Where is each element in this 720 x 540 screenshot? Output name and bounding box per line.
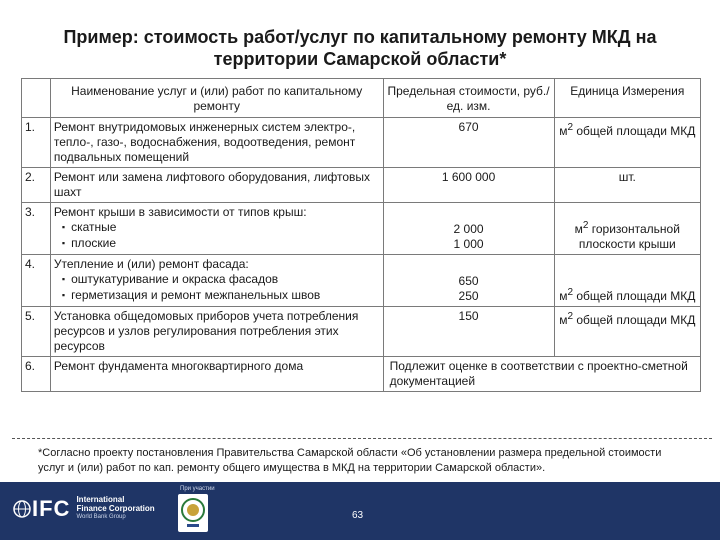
row-unit: $м^2$ общей площади МКД — [554, 255, 700, 307]
row-number: 1. — [22, 118, 51, 168]
row-unit: шт. — [554, 168, 700, 203]
list-item: ▪ оштукатуривание и окраска фасадов — [62, 272, 380, 288]
header-num — [22, 79, 51, 118]
table-header-row — [22, 79, 701, 118]
row-name-text: Утепление и (или) ремонт фасада: — [53, 257, 249, 271]
header-unit: Единица Измерения — [554, 79, 700, 118]
row-name: Ремонт внутридомовых инженерных систем электро-, тепло-, газо-, водоснабжения, водоотведения, ремонт подвальных помещений — [50, 118, 383, 168]
footnote: *Согласно проекту постановления Правительства Самарской области «Об установлении размера предельной стоимости услуг и (или) работ по кап. ремонту общего имущества в МКД на территории Самарской области». — [38, 447, 662, 474]
header-cost: Предельная стоимости, руб./ед. изм. — [383, 79, 554, 118]
header-name: Наименование услуг и (или) работ по капитальному ремонту — [50, 79, 383, 118]
table-row — [22, 203, 701, 255]
row-name — [50, 255, 383, 307]
divider — [12, 438, 712, 439]
cost-table — [21, 78, 701, 392]
table-row — [22, 168, 701, 203]
row-name: Ремонт фундамента многоквартирного дома — [50, 357, 383, 392]
row-number: 5. — [22, 307, 51, 357]
partner-emblem-icon — [178, 494, 208, 532]
facade-work-list — [54, 272, 380, 304]
row-number: 4. — [22, 255, 51, 307]
logo-text: International Finance Corporation World Bank Group — [76, 495, 155, 520]
row-cost — [383, 255, 554, 307]
row-cost — [383, 203, 554, 255]
row-name: Ремонт или замена лифтового оборудования, лифтовых шахт — [50, 168, 383, 203]
row-cost-value: 2 000 — [453, 222, 484, 236]
row-unit: $м^2$ горизонтальной плоскости крыши — [554, 203, 700, 255]
row-merged-note: Подлежит оценке в соответствии с проектно-сметной документацией — [383, 357, 700, 392]
page-title: Пример: стоимость работ/услуг по капитальному ремонту МКД на территории Самарской области* — [63, 27, 657, 69]
row-name — [50, 203, 383, 255]
row-cost: 150 — [383, 307, 554, 357]
list-item: ▪ скатные — [62, 220, 380, 236]
page-number: 63 — [352, 510, 364, 521]
row-number: 2. — [22, 168, 51, 203]
row-name: Установка общедомовых приборов учета потребления ресурсов и узлов регулирования потребления этих ресурсов — [50, 307, 383, 357]
row-unit: $м^2$ общей площади МКД — [554, 118, 700, 168]
table-row — [22, 118, 701, 168]
list-item: ▪ плоские — [62, 236, 380, 252]
row-cost-value: 250 — [458, 289, 479, 303]
table-row — [22, 307, 701, 357]
roof-type-list — [54, 220, 380, 252]
row-cost-value: 650 — [458, 274, 479, 288]
row-cost-value: 1 000 — [453, 237, 484, 251]
row-number: 3. — [22, 203, 51, 255]
globe-icon — [12, 499, 32, 519]
row-unit: $м^2$ общей площади МКД — [554, 307, 700, 357]
ifc-logo — [12, 495, 155, 522]
table-row — [22, 255, 701, 307]
partner-label: При участии — [180, 486, 215, 492]
row-cost: 1 600 000 — [383, 168, 554, 203]
list-item: ▪ герметизация и ремонт межпанельных швов — [62, 288, 380, 304]
row-number: 6. — [22, 357, 51, 392]
table-row — [22, 357, 701, 392]
logo-mark: IFC — [32, 495, 71, 521]
row-name-text: Ремонт крыши в зависимости от типов крыш: — [53, 205, 307, 219]
row-cost: 670 — [383, 118, 554, 168]
